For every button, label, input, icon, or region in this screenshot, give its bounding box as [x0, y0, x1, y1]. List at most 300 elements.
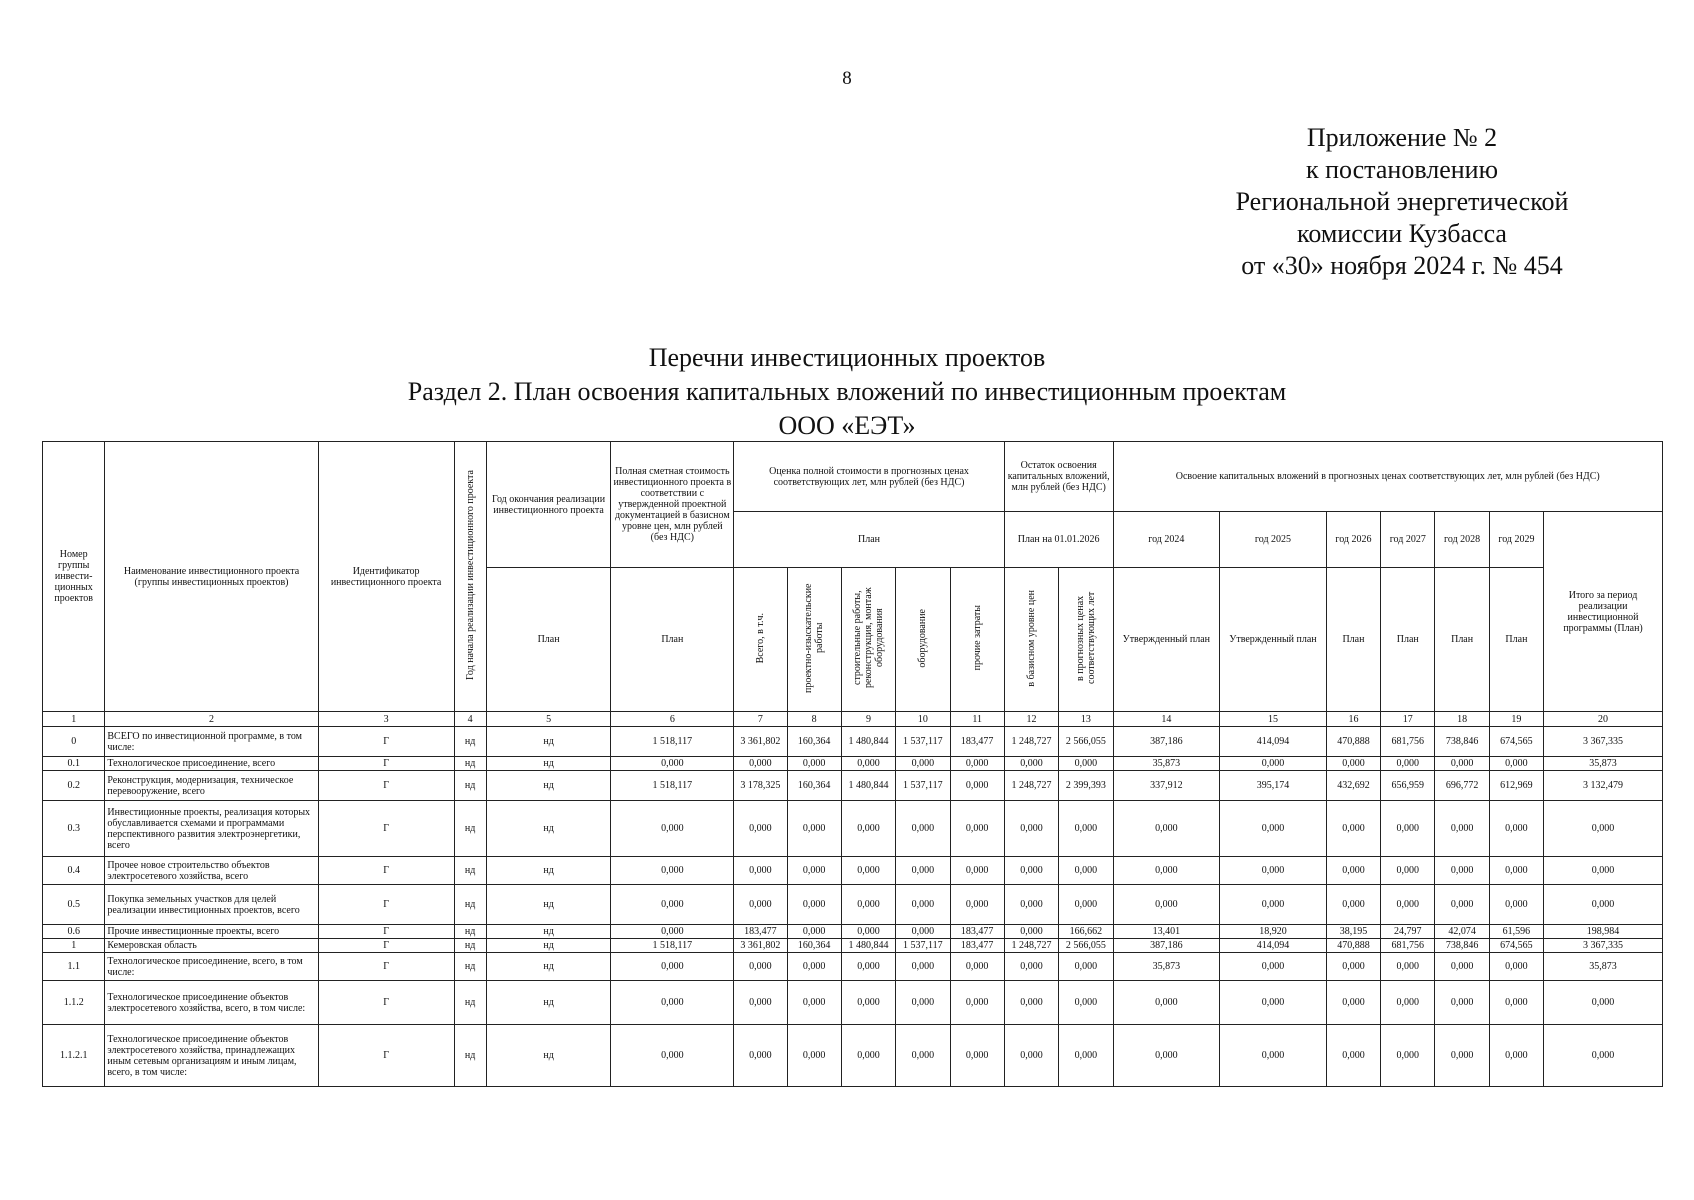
- cell-end: нд: [486, 939, 611, 953]
- cell-c9: 1 480,844: [841, 771, 895, 801]
- appendix-block: [1192, 122, 1612, 282]
- cell-c11: 0,000: [950, 953, 1004, 981]
- cell-c20: 198,984: [1544, 925, 1663, 939]
- cell-c17: 0,000: [1381, 1025, 1435, 1087]
- cell-num: 0.1: [43, 757, 105, 771]
- cell-c18: 0,000: [1435, 885, 1489, 925]
- cell-c12: 1 248,727: [1004, 771, 1058, 801]
- cell-c15: 414,094: [1220, 727, 1327, 757]
- header-construction: [841, 568, 895, 712]
- cell-c12: 1 248,727: [1004, 727, 1058, 757]
- cell-c18: 0,000: [1435, 757, 1489, 771]
- cell-c13: 0,000: [1059, 801, 1113, 857]
- cell-c14: 337,912: [1113, 771, 1220, 801]
- cell-id: Г: [318, 925, 454, 939]
- appendix-line: Региональной энергетической: [1235, 187, 1569, 216]
- column-number: 12: [1004, 712, 1058, 727]
- cell-c6: 1 518,117: [611, 939, 734, 953]
- cell-num: 1.1.2: [43, 981, 105, 1025]
- cell-c12: 0,000: [1004, 885, 1058, 925]
- cell-c16: 470,888: [1326, 727, 1380, 757]
- cell-c9: 0,000: [841, 981, 895, 1025]
- appendix-line: Приложение № 2: [1306, 123, 1498, 152]
- cell-c13: 0,000: [1059, 981, 1113, 1025]
- table-row: [43, 981, 1663, 1025]
- cell-name: Технологическое присоединение объектов электросетевого хозяйства, принадлежащих иным сетевым организациям и иным лицам, всего, в том числе:: [105, 1025, 318, 1087]
- cell-start: нд: [454, 925, 486, 939]
- cell-start: нд: [454, 771, 486, 801]
- cell-id: Г: [318, 757, 454, 771]
- cell-start: нд: [454, 953, 486, 981]
- cell-c17: 0,000: [1381, 953, 1435, 981]
- cell-c20: 3 132,479: [1544, 771, 1663, 801]
- cell-c6: 0,000: [611, 757, 734, 771]
- cell-c13: 2 566,055: [1059, 727, 1113, 757]
- cell-c15: 18,920: [1220, 925, 1327, 939]
- cell-c9: 0,000: [841, 757, 895, 771]
- header-year-2029: год 2029: [1489, 512, 1543, 568]
- table-row: [43, 925, 1663, 939]
- header-development: Освоение капитальных вложений в прогнозных ценах соответствующих лет, млн рублей (без НДС): [1113, 442, 1663, 512]
- section-title: Раздел 2. План освоения капитальных вложений по инвестиционным проектам: [407, 377, 1287, 406]
- cell-c10: 0,000: [896, 857, 950, 885]
- cell-c12: 1 248,727: [1004, 939, 1058, 953]
- cell-c8: 0,000: [787, 757, 841, 771]
- cell-end: нд: [486, 727, 611, 757]
- cell-c13: 166,662: [1059, 925, 1113, 939]
- cell-c18: 738,846: [1435, 939, 1489, 953]
- header-end-year: Год окончания реализации инвестиционного проекта: [486, 442, 611, 568]
- appendix-line: к постановлению: [1305, 155, 1499, 184]
- cell-c6: 1 518,117: [611, 727, 734, 757]
- cell-name: ВСЕГО по инвестиционной программе, в том числе:: [105, 727, 318, 757]
- header-total-period: Итого за период реализации инвестиционной программы (План): [1544, 512, 1663, 712]
- cell-name: Прочее новое строительство объектов электросетевого хозяйства, всего: [105, 857, 318, 885]
- cell-c19: 0,000: [1489, 757, 1543, 771]
- cell-c20: 3 367,335: [1544, 727, 1663, 757]
- cell-c6: 1 518,117: [611, 771, 734, 801]
- header-design-works-text: проектно-изыскательские работы: [803, 583, 826, 693]
- column-number: 18: [1435, 712, 1489, 727]
- column-number: 10: [896, 712, 950, 727]
- cell-c19: 0,000: [1489, 981, 1543, 1025]
- cell-c14: 35,873: [1113, 757, 1220, 771]
- cell-c12: 0,000: [1004, 857, 1058, 885]
- cell-end: нд: [486, 953, 611, 981]
- cell-c15: 0,000: [1220, 1025, 1327, 1087]
- column-number: 1: [43, 712, 105, 727]
- cell-name: Технологическое присоединение, всего: [105, 757, 318, 771]
- column-number: 8: [787, 712, 841, 727]
- cell-c8: 160,364: [787, 939, 841, 953]
- cell-c11: 0,000: [950, 801, 1004, 857]
- cell-c14: 387,186: [1113, 939, 1220, 953]
- header-plan-2029: План: [1489, 568, 1543, 712]
- cell-c10: 1 537,117: [896, 771, 950, 801]
- column-number: 7: [734, 712, 787, 727]
- cell-c6: 0,000: [611, 925, 734, 939]
- table-row: [43, 857, 1663, 885]
- cell-c11: 0,000: [950, 1025, 1004, 1087]
- cell-c12: 0,000: [1004, 925, 1058, 939]
- cell-c16: 470,888: [1326, 939, 1380, 953]
- header-remainder: Остаток освоения капитальных вложений, млн рублей (без НДС): [1004, 442, 1113, 512]
- cell-c16: 0,000: [1326, 857, 1380, 885]
- cell-c20: 3 367,335: [1544, 939, 1663, 953]
- cell-c7: 0,000: [734, 981, 787, 1025]
- header-construction-text: строительные работы, реконструкция, монтаж оборудования: [852, 587, 885, 689]
- header-year-2024: год 2024: [1113, 512, 1220, 568]
- cell-c12: 0,000: [1004, 981, 1058, 1025]
- column-number: 20: [1544, 712, 1663, 727]
- cell-c16: 38,195: [1326, 925, 1380, 939]
- cell-c19: 612,969: [1489, 771, 1543, 801]
- cell-c20: 0,000: [1544, 981, 1663, 1025]
- cell-num: 0.5: [43, 885, 105, 925]
- cell-num: 0.3: [43, 801, 105, 857]
- cell-c7: 0,000: [734, 757, 787, 771]
- appendix-line: комиссии Кузбасса: [1297, 219, 1507, 248]
- cell-c14: 0,000: [1113, 981, 1220, 1025]
- cell-c20: 35,873: [1544, 757, 1663, 771]
- cell-id: Г: [318, 953, 454, 981]
- cell-num: 0: [43, 727, 105, 757]
- column-number: 9: [841, 712, 895, 727]
- cell-c16: 0,000: [1326, 801, 1380, 857]
- cell-id: Г: [318, 981, 454, 1025]
- company-title: ООО «ЕЭТ»: [778, 411, 916, 440]
- cell-c10: 0,000: [896, 885, 950, 925]
- cell-c10: 0,000: [896, 1025, 950, 1087]
- cell-name: Покупка земельных участков для целей реализации инвестиционных проектов, всего: [105, 885, 318, 925]
- cell-start: нд: [454, 1025, 486, 1087]
- column-number: 6: [611, 712, 734, 727]
- cell-c11: 183,477: [950, 939, 1004, 953]
- cell-c16: 432,692: [1326, 771, 1380, 801]
- cell-c17: 0,000: [1381, 801, 1435, 857]
- cell-name: Инвестиционные проекты, реализация которых обуславливается схемами и программами перспективного развития электроэнергетики, всего: [105, 801, 318, 857]
- cell-c13: 2 566,055: [1059, 939, 1113, 953]
- cell-c15: 0,000: [1220, 801, 1327, 857]
- header-name: Наименование инвестиционного проекта (группы инвестиционных проектов): [105, 442, 318, 712]
- cell-end: нд: [486, 801, 611, 857]
- cell-c10: 0,000: [896, 757, 950, 771]
- investment-table: [42, 441, 1663, 1087]
- cell-c11: 183,477: [950, 925, 1004, 939]
- header-plan-2027: План: [1381, 568, 1435, 712]
- cell-start: нд: [454, 885, 486, 925]
- cell-c8: 0,000: [787, 981, 841, 1025]
- table-row: [43, 939, 1663, 953]
- header-forecast-prices: [1059, 568, 1113, 712]
- cell-name: Технологическое присоединение объектов электросетевого хозяйства, всего, в том числе:: [105, 981, 318, 1025]
- cell-c20: 0,000: [1544, 857, 1663, 885]
- cell-c19: 0,000: [1489, 953, 1543, 981]
- cell-id: Г: [318, 857, 454, 885]
- header-approved-2024: Утвержденный план: [1113, 568, 1220, 712]
- cell-c7: 0,000: [734, 953, 787, 981]
- column-number-row: [43, 712, 1663, 727]
- cell-c17: 0,000: [1381, 857, 1435, 885]
- column-number: 16: [1326, 712, 1380, 727]
- cell-c11: 183,477: [950, 727, 1004, 757]
- cell-num: 1.1.2.1: [43, 1025, 105, 1087]
- cell-name: Реконструкция, модернизация, техническое перевооружение, всего: [105, 771, 318, 801]
- cell-c17: 681,756: [1381, 939, 1435, 953]
- cell-c10: 0,000: [896, 801, 950, 857]
- header-plan-date: План на 01.01.2026: [1004, 512, 1113, 568]
- cell-c9: 1 480,844: [841, 939, 895, 953]
- cell-c14: 13,401: [1113, 925, 1220, 939]
- cell-c16: 0,000: [1326, 757, 1380, 771]
- cell-c12: 0,000: [1004, 757, 1058, 771]
- cell-end: нд: [486, 981, 611, 1025]
- cell-c7: 3 361,802: [734, 939, 787, 953]
- column-number: 15: [1220, 712, 1327, 727]
- cell-c20: 0,000: [1544, 1025, 1663, 1087]
- cell-id: Г: [318, 801, 454, 857]
- cell-c20: 0,000: [1544, 885, 1663, 925]
- cell-num: 1: [43, 939, 105, 953]
- cell-c17: 656,959: [1381, 771, 1435, 801]
- cell-c10: 0,000: [896, 981, 950, 1025]
- cell-c20: 35,873: [1544, 953, 1663, 981]
- cell-c19: 61,596: [1489, 925, 1543, 939]
- cell-c8: 0,000: [787, 885, 841, 925]
- cell-c12: 0,000: [1004, 953, 1058, 981]
- header-approved-2025: Утвержденный план: [1220, 568, 1327, 712]
- column-number: 11: [950, 712, 1004, 727]
- header-start-year: [454, 442, 486, 712]
- cell-c6: 0,000: [611, 801, 734, 857]
- header-other-costs-text: прочие затраты: [971, 605, 983, 671]
- cell-c20: 0,000: [1544, 801, 1663, 857]
- cell-c18: 0,000: [1435, 801, 1489, 857]
- column-number: 5: [486, 712, 611, 727]
- column-number: 19: [1489, 712, 1543, 727]
- cell-c10: 1 537,117: [896, 939, 950, 953]
- cell-c12: 0,000: [1004, 801, 1058, 857]
- cell-c19: 674,565: [1489, 727, 1543, 757]
- cell-c15: 0,000: [1220, 953, 1327, 981]
- cell-c7: 0,000: [734, 801, 787, 857]
- cell-c18: 696,772: [1435, 771, 1489, 801]
- document-title: Перечни инвестиционных проектов: [648, 343, 1046, 372]
- cell-c19: 0,000: [1489, 857, 1543, 885]
- header-other-costs: [950, 568, 1004, 712]
- cell-c13: 0,000: [1059, 757, 1113, 771]
- table-row: [43, 771, 1663, 801]
- header-start-year-text: Год начала реализации инвестиционного проекта: [464, 470, 476, 680]
- cell-c17: 24,797: [1381, 925, 1435, 939]
- cell-end: нд: [486, 1025, 611, 1087]
- cell-c15: 0,000: [1220, 757, 1327, 771]
- cell-c13: 0,000: [1059, 1025, 1113, 1087]
- column-number: 17: [1381, 712, 1435, 727]
- cell-c14: 0,000: [1113, 1025, 1220, 1087]
- page-number: 8: [842, 68, 852, 89]
- header-year-2027: год 2027: [1381, 512, 1435, 568]
- header-identifier: Идентификатор инвестиционного проекта: [318, 442, 454, 712]
- cell-c19: 674,565: [1489, 939, 1543, 953]
- column-number: 14: [1113, 712, 1220, 727]
- cell-start: нд: [454, 939, 486, 953]
- column-number: 4: [454, 712, 486, 727]
- header-equipment: [896, 568, 950, 712]
- cell-num: 0.6: [43, 925, 105, 939]
- header-group-no: Номер группы инвести-ционных проектов: [43, 442, 105, 712]
- table-row: [43, 757, 1663, 771]
- cell-start: нд: [454, 757, 486, 771]
- cell-c6: 0,000: [611, 981, 734, 1025]
- cell-c8: 0,000: [787, 953, 841, 981]
- table-row: [43, 1025, 1663, 1087]
- cell-c8: 0,000: [787, 801, 841, 857]
- appendix-line: от «30» ноября 2024 г. № 454: [1241, 251, 1563, 280]
- cell-c17: 0,000: [1381, 981, 1435, 1025]
- cell-c13: 2 399,393: [1059, 771, 1113, 801]
- cell-c18: 738,846: [1435, 727, 1489, 757]
- cell-c13: 0,000: [1059, 885, 1113, 925]
- cell-c15: 414,094: [1220, 939, 1327, 953]
- cell-c18: 0,000: [1435, 857, 1489, 885]
- cell-c18: 0,000: [1435, 981, 1489, 1025]
- header-plan-end: План: [486, 568, 611, 712]
- cell-c16: 0,000: [1326, 981, 1380, 1025]
- cell-c11: 0,000: [950, 857, 1004, 885]
- cell-end: нд: [486, 857, 611, 885]
- cell-c17: 0,000: [1381, 757, 1435, 771]
- header-plan-2028: План: [1435, 568, 1489, 712]
- header-base-prices-text: в базисном уровне цен: [1026, 589, 1037, 687]
- cell-c14: 0,000: [1113, 885, 1220, 925]
- header-equipment-text: оборудование: [917, 608, 929, 668]
- cell-c7: 0,000: [734, 1025, 787, 1087]
- cell-id: Г: [318, 771, 454, 801]
- header-year-2025: год 2025: [1220, 512, 1327, 568]
- cell-name: Кемеровская область: [105, 939, 318, 953]
- cell-c11: 0,000: [950, 757, 1004, 771]
- cell-c13: 0,000: [1059, 857, 1113, 885]
- cell-c10: 0,000: [896, 953, 950, 981]
- cell-c14: 0,000: [1113, 801, 1220, 857]
- cell-c16: 0,000: [1326, 1025, 1380, 1087]
- cell-c7: 183,477: [734, 925, 787, 939]
- cell-c17: 0,000: [1381, 885, 1435, 925]
- header-year-2026: год 2026: [1326, 512, 1380, 568]
- cell-c11: 0,000: [950, 981, 1004, 1025]
- cell-num: 0.4: [43, 857, 105, 885]
- cell-c8: 160,364: [787, 727, 841, 757]
- cell-id: Г: [318, 885, 454, 925]
- cell-c9: 0,000: [841, 925, 895, 939]
- header-full-cost: Полная сметная стоимость инвестиционного проекта в соответствии с утвержденной проектной документацией в базисном уровне цен, млн рублей (без НДС): [611, 442, 734, 568]
- cell-c11: 0,000: [950, 771, 1004, 801]
- cell-c13: 0,000: [1059, 953, 1113, 981]
- cell-c14: 387,186: [1113, 727, 1220, 757]
- column-number: 13: [1059, 712, 1113, 727]
- cell-c15: 0,000: [1220, 885, 1327, 925]
- cell-name: Прочие инвестиционные проекты, всего: [105, 925, 318, 939]
- header-design-works: [787, 568, 841, 712]
- cell-end: нд: [486, 771, 611, 801]
- header-total-incl-text: Всего, в т.ч.: [754, 612, 766, 664]
- header-base-prices: [1004, 568, 1058, 712]
- cell-end: нд: [486, 925, 611, 939]
- cell-c18: 0,000: [1435, 953, 1489, 981]
- cell-c15: 395,174: [1220, 771, 1327, 801]
- table-row: [43, 727, 1663, 757]
- cell-start: нд: [454, 857, 486, 885]
- header-forecast-prices-text: в прогнозных ценах соответствующих лет: [1074, 591, 1097, 685]
- header-total-incl: [734, 568, 787, 712]
- cell-c17: 681,756: [1381, 727, 1435, 757]
- cell-c9: 0,000: [841, 857, 895, 885]
- header-year-2028: год 2028: [1435, 512, 1489, 568]
- cell-num: 1.1: [43, 953, 105, 981]
- cell-id: Г: [318, 939, 454, 953]
- cell-c9: 0,000: [841, 801, 895, 857]
- cell-c9: 0,000: [841, 885, 895, 925]
- cell-c10: 0,000: [896, 925, 950, 939]
- table-row: [43, 801, 1663, 857]
- cell-c14: 0,000: [1113, 857, 1220, 885]
- cell-c6: 0,000: [611, 857, 734, 885]
- cell-start: нд: [454, 801, 486, 857]
- cell-c11: 0,000: [950, 885, 1004, 925]
- cell-c8: 0,000: [787, 1025, 841, 1087]
- cell-id: Г: [318, 1025, 454, 1087]
- cell-c6: 0,000: [611, 885, 734, 925]
- cell-c9: 1 480,844: [841, 727, 895, 757]
- cell-id: Г: [318, 727, 454, 757]
- cell-c7: 0,000: [734, 857, 787, 885]
- cell-c19: 0,000: [1489, 801, 1543, 857]
- cell-c12: 0,000: [1004, 1025, 1058, 1087]
- header-plan-cost: План: [611, 568, 734, 712]
- cell-name: Технологическое присоединение, всего, в том числе:: [105, 953, 318, 981]
- header-plan: План: [734, 512, 1005, 568]
- cell-c6: 0,000: [611, 953, 734, 981]
- cell-c9: 0,000: [841, 953, 895, 981]
- cell-c15: 0,000: [1220, 857, 1327, 885]
- cell-c19: 0,000: [1489, 885, 1543, 925]
- cell-c7: 0,000: [734, 885, 787, 925]
- cell-c8: 0,000: [787, 925, 841, 939]
- cell-c19: 0,000: [1489, 1025, 1543, 1087]
- cell-end: нд: [486, 757, 611, 771]
- cell-c15: 0,000: [1220, 981, 1327, 1025]
- cell-c6: 0,000: [611, 1025, 734, 1087]
- header-forecast-estimate: Оценка полной стоимости в прогнозных ценах соответствующих лет, млн рублей (без НДС): [734, 442, 1005, 512]
- cell-start: нд: [454, 981, 486, 1025]
- cell-c16: 0,000: [1326, 885, 1380, 925]
- cell-c7: 3 178,325: [734, 771, 787, 801]
- cell-c18: 42,074: [1435, 925, 1489, 939]
- cell-c8: 160,364: [787, 771, 841, 801]
- cell-c14: 35,873: [1113, 953, 1220, 981]
- cell-c7: 3 361,802: [734, 727, 787, 757]
- cell-num: 0.2: [43, 771, 105, 801]
- column-number: 2: [105, 712, 318, 727]
- cell-c10: 1 537,117: [896, 727, 950, 757]
- cell-c18: 0,000: [1435, 1025, 1489, 1087]
- cell-c16: 0,000: [1326, 953, 1380, 981]
- cell-end: нд: [486, 885, 611, 925]
- column-number: 3: [318, 712, 454, 727]
- header-plan-2026: План: [1326, 568, 1380, 712]
- cell-start: нд: [454, 727, 486, 757]
